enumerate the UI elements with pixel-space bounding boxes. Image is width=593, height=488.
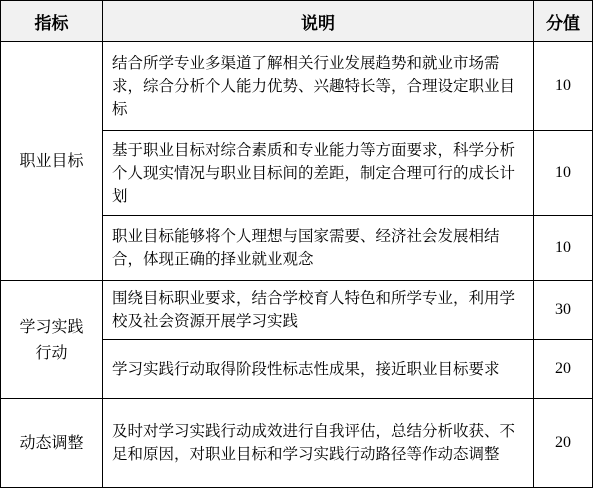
header-indicator: 指标 xyxy=(1,1,103,42)
category-learning-practice xyxy=(1,281,103,399)
table-row xyxy=(1,42,593,131)
row-description: 学习实践行动取得阶段性标志性成果，接近职业目标要求 xyxy=(103,340,534,399)
row-description: 及时对学习实践行动成效进行自我评估，总结分析收获、不足和原因，对职业目标和学习实践行动路径等作动态调整 xyxy=(103,399,534,488)
row-score: 20 xyxy=(534,340,593,399)
row-score: 10 xyxy=(534,131,593,216)
row-description: 围绕目标职业要求，结合学校育人特色和所学专业，利用学校及社会资源开展学习实践 xyxy=(103,281,534,340)
header-score: 分值 xyxy=(534,1,593,42)
row-description: 职业目标能够将个人理想与国家需要、经济社会发展相结合，体现正确的择业就业观念 xyxy=(103,216,534,281)
row-score: 10 xyxy=(534,42,593,131)
header-row xyxy=(1,1,593,42)
table-row xyxy=(1,281,593,340)
table-row xyxy=(1,399,593,488)
row-score: 30 xyxy=(534,281,593,340)
category-learning-practice-label: 学习实践行动 xyxy=(19,316,84,362)
category-career-goal: 职业目标 xyxy=(1,42,103,281)
row-description: 结合所学专业多渠道了解相关行业发展趋势和就业市场需求，综合分析个人能力优势、兴趣特长等，合理设定职业目标 xyxy=(103,42,534,131)
category-dynamic-adjustment: 动态调整 xyxy=(1,399,103,488)
row-description: 基于职业目标对综合素质和专业能力等方面要求，科学分析个人现实情况与职业目标间的差距，制定合理可行的成长计划 xyxy=(103,131,534,216)
row-score: 20 xyxy=(534,399,593,488)
header-description: 说明 xyxy=(103,1,534,42)
row-score: 10 xyxy=(534,216,593,281)
